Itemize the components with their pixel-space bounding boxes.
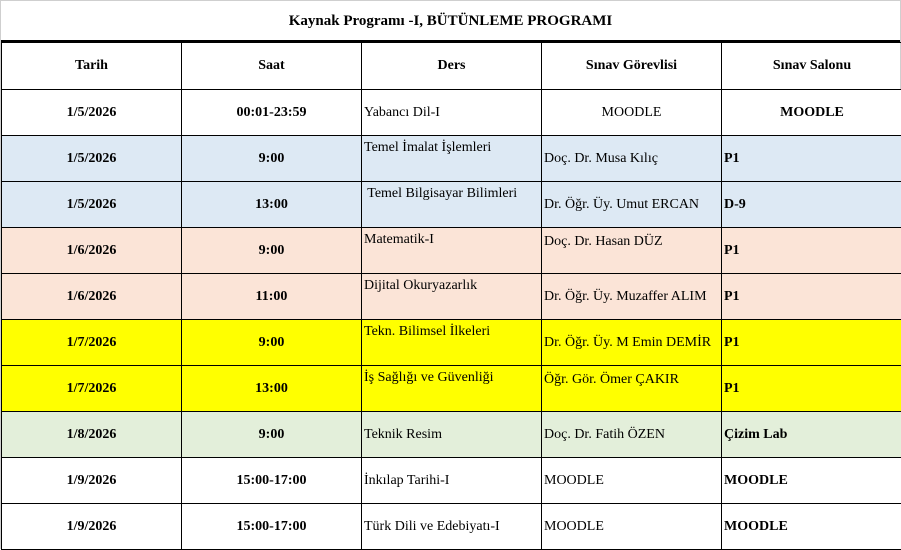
cell-salon: P1 xyxy=(722,366,901,412)
table-row xyxy=(2,228,901,274)
cell-ders: Temel Bilgisayar Bilimleri xyxy=(362,182,542,228)
cell-tarih: 1/5/2026 xyxy=(2,182,182,228)
schedule-table xyxy=(1,42,901,550)
cell-ders: Yabancı Dil-I xyxy=(362,90,542,136)
cell-saat: 9:00 xyxy=(182,136,362,182)
header-ders: Ders xyxy=(362,43,542,90)
header-row xyxy=(2,43,901,90)
header-salon: Sınav Salonu xyxy=(722,43,901,90)
cell-ders: Dijital Okuryazarlık xyxy=(362,274,542,320)
cell-ders: İş Sağlığı ve Güvenliği xyxy=(362,366,542,412)
cell-saat: 9:00 xyxy=(182,228,362,274)
cell-tarih: 1/6/2026 xyxy=(2,228,182,274)
cell-ders: Teknik Resim xyxy=(362,412,542,458)
cell-gorevli: Doç. Dr. Hasan DÜZ xyxy=(542,228,722,274)
cell-gorevli: Dr. Öğr. Üy. M Emin DEMİR xyxy=(542,320,722,366)
cell-saat: 11:00 xyxy=(182,274,362,320)
table-row xyxy=(2,504,901,550)
table-row xyxy=(2,366,901,412)
table-row xyxy=(2,274,901,320)
cell-ders: Tekn. Bilimsel İlkeleri xyxy=(362,320,542,366)
cell-ders: Temel İmalat İşlemleri xyxy=(362,136,542,182)
cell-tarih: 1/8/2026 xyxy=(2,412,182,458)
cell-tarih: 1/9/2026 xyxy=(2,458,182,504)
table-row xyxy=(2,320,901,366)
cell-saat: 15:00-17:00 xyxy=(182,504,362,550)
cell-saat: 00:01-23:59 xyxy=(182,90,362,136)
cell-gorevli: Doç. Dr. Musa Kılıç xyxy=(542,136,722,182)
cell-saat: 9:00 xyxy=(182,320,362,366)
cell-salon: MOODLE xyxy=(722,90,901,136)
cell-saat: 13:00 xyxy=(182,366,362,412)
cell-ders: Türk Dili ve Edebiyatı-I xyxy=(362,504,542,550)
header-gorevli: Sınav Görevlisi xyxy=(542,43,722,90)
table-row xyxy=(2,136,901,182)
cell-gorevli: MOODLE xyxy=(542,504,722,550)
header-tarih: Tarih xyxy=(2,43,182,90)
cell-ders: Matematik-I xyxy=(362,228,542,274)
table-row xyxy=(2,412,901,458)
cell-gorevli: Dr. Öğr. Üy. Umut ERCAN xyxy=(542,182,722,228)
cell-tarih: 1/5/2026 xyxy=(2,90,182,136)
cell-tarih: 1/5/2026 xyxy=(2,136,182,182)
cell-salon: P1 xyxy=(722,136,901,182)
cell-salon: MOODLE xyxy=(722,504,901,550)
cell-gorevli: Dr. Öğr. Üy. Muzaffer ALIM xyxy=(542,274,722,320)
cell-gorevli: MOODLE xyxy=(542,90,722,136)
cell-saat: 15:00-17:00 xyxy=(182,458,362,504)
cell-tarih: 1/6/2026 xyxy=(2,274,182,320)
page-title: Kaynak Programı -I, BÜTÜNLEME PROGRAMI xyxy=(1,1,900,42)
cell-salon: P1 xyxy=(722,274,901,320)
table-row xyxy=(2,90,901,136)
cell-saat: 13:00 xyxy=(182,182,362,228)
cell-tarih: 1/7/2026 xyxy=(2,366,182,412)
cell-salon: D-9 xyxy=(722,182,901,228)
header-saat: Saat xyxy=(182,43,362,90)
cell-ders: İnkılap Tarihi-I xyxy=(362,458,542,504)
cell-tarih: 1/9/2026 xyxy=(2,504,182,550)
table-row xyxy=(2,182,901,228)
cell-salon: P1 xyxy=(722,320,901,366)
cell-tarih: 1/7/2026 xyxy=(2,320,182,366)
cell-saat: 9:00 xyxy=(182,412,362,458)
cell-gorevli: Öğr. Gör. Ömer ÇAKIR xyxy=(542,366,722,412)
cell-salon: P1 xyxy=(722,228,901,274)
table-row xyxy=(2,458,901,504)
cell-gorevli: MOODLE xyxy=(542,458,722,504)
cell-salon: Çizim Lab xyxy=(722,412,901,458)
cell-gorevli: Doç. Dr. Fatih ÖZEN xyxy=(542,412,722,458)
cell-salon: MOODLE xyxy=(722,458,901,504)
